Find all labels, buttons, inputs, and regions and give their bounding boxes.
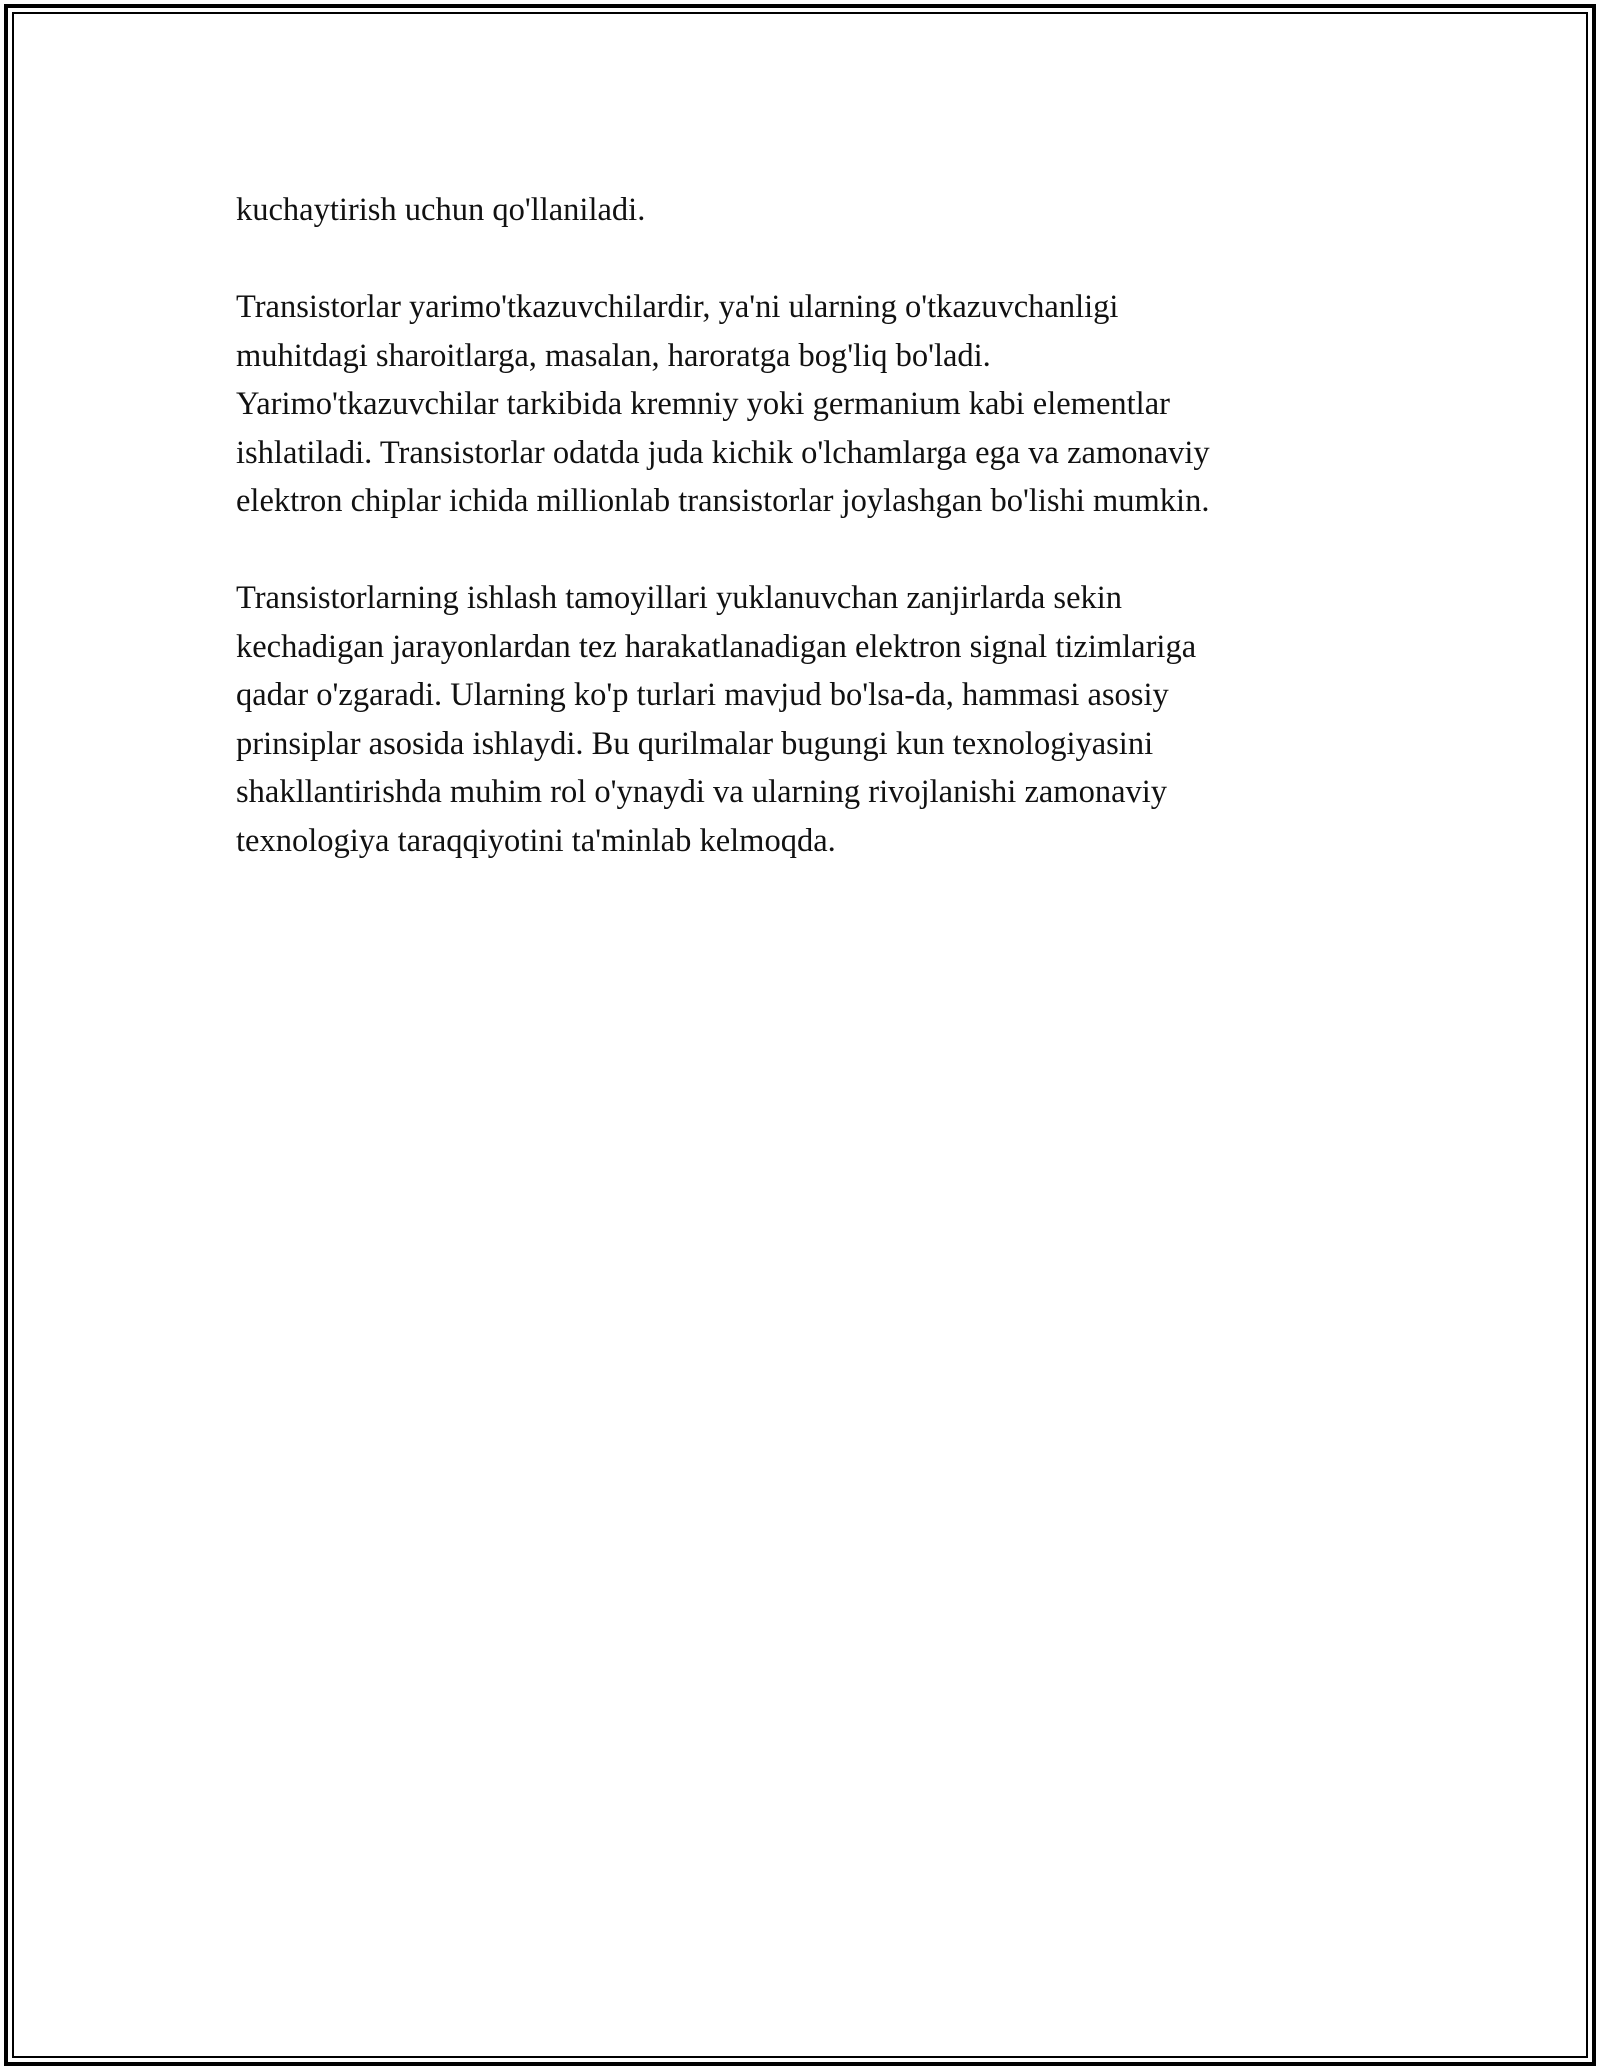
text-line: qadar o'zgaradi. Ularning ko'p turlari mavjud bo'lsa-da, hammasi asosiy xyxy=(236,677,1169,713)
text-line: muhitdagi sharoitlarga, masalan, haroratga bog'liq bo'ladi. xyxy=(236,337,991,374)
text-line: Transistorlarning ishlash tamoyillari yuklanuvchan zanjirlarda sekin xyxy=(236,580,1123,616)
text-line: Transistorlar yarimo'tkazuvchilardir, ya'ni ularning o'tkazuvchanligi xyxy=(236,289,1119,325)
paragraph-1 xyxy=(236,186,1356,235)
text-line: ishlatiladi. Transistorlar odatda juda kichik o'lchamlarga ega va zamonaviy xyxy=(236,434,1210,471)
text-line: kuchaytirish uchun qo'llaniladi. xyxy=(236,192,646,228)
paragraph-3 xyxy=(236,574,1356,865)
text-line: texnologiya taraqqiyotini ta'minlab kelmoqda. xyxy=(236,822,836,859)
paragraph-2 xyxy=(236,283,1356,526)
text-line: kechadigan jarayonlardan tez harakatlanadigan elektron signal tizimlariga xyxy=(236,628,1197,665)
text-line: Yarimo'tkazuvchilar tarkibida kremniy yoki germanium kabi elementlar xyxy=(236,386,1170,422)
document-body xyxy=(236,186,1356,914)
text-line: prinsiplar asosida ishlaydi. Bu qurilmalar bugungi kun texnologiyasini xyxy=(236,725,1154,762)
text-line: elektron chiplar ichida millionlab transistorlar joylashgan bo'lishi mumkin. xyxy=(236,483,1210,519)
text-line: shakllantirishda muhim rol o'ynaydi va ularning rivojlanishi zamonaviy xyxy=(236,774,1168,810)
